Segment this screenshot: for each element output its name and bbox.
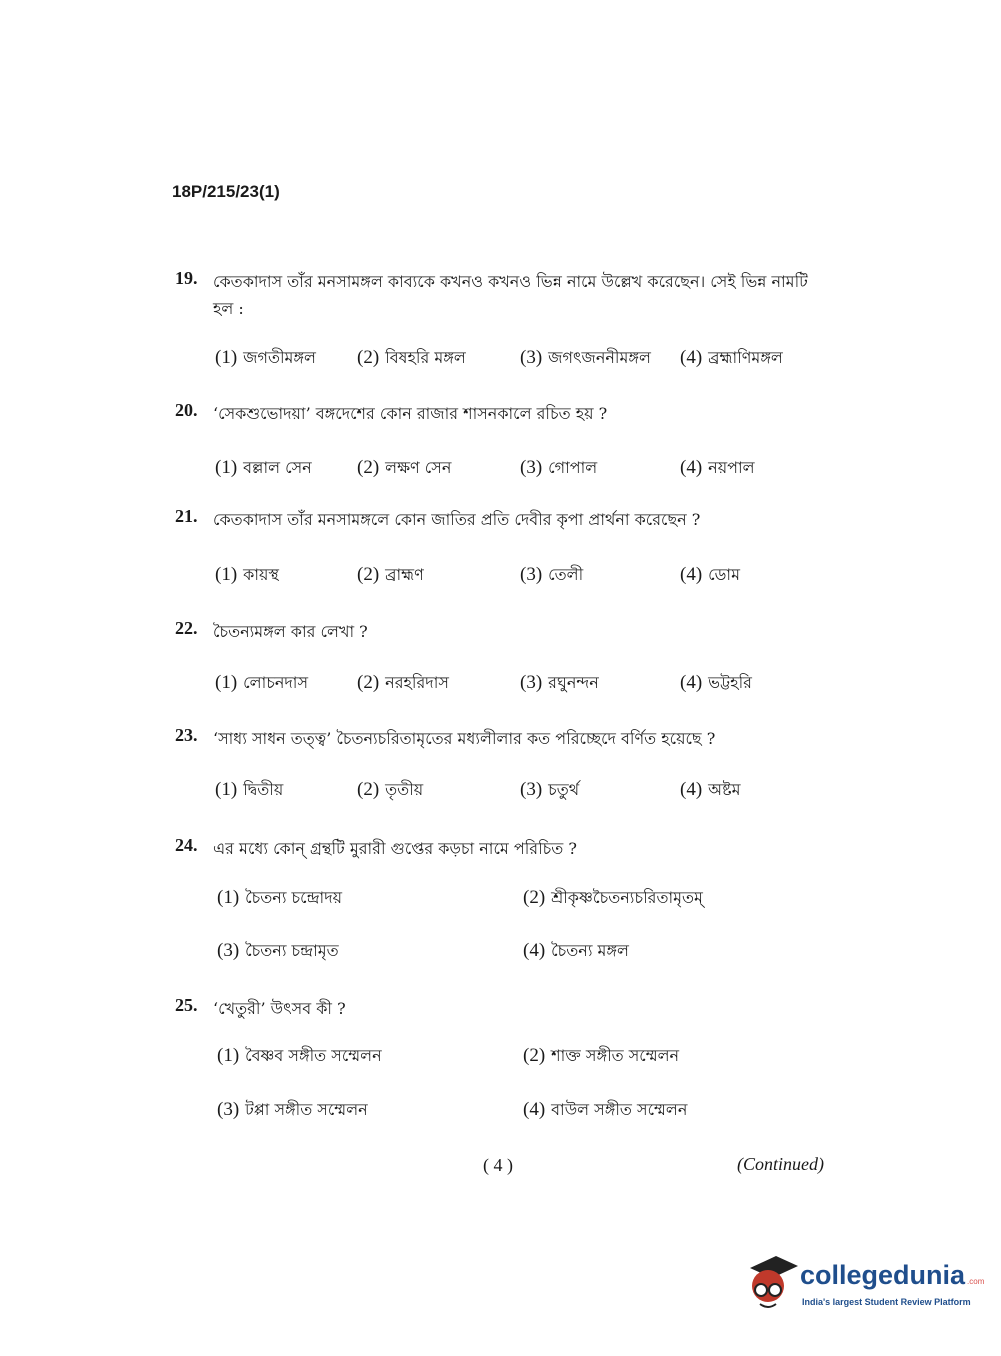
option-number: (3) [217,1099,240,1120]
option-text: কায়স্থ [243,565,280,584]
question-number: 21. [175,506,198,526]
option-number: (3) [520,779,543,800]
option-number: (4) [680,672,703,693]
option [520,562,583,589]
option [217,1043,382,1070]
option-text: চৈতন্য চন্দ্রামৃত [245,941,339,960]
option [523,1097,687,1124]
option-text: ভট্টহরি [708,673,752,692]
option-number: (4) [680,564,703,585]
option-number: (1) [217,887,240,908]
option-text: ডোম [708,565,740,584]
option-number: (3) [520,457,543,478]
option [680,670,752,697]
option-number: (1) [217,1045,240,1066]
option [215,455,312,482]
option [217,885,342,912]
option-text: তেলী [548,565,584,584]
page-number: ( 4 ) [483,1155,513,1175]
option-text: বাউল সঙ্গীত সম্মেলন [551,1100,688,1119]
logo-suffix: .com [967,1277,985,1286]
option-text: টপ্পা সঙ্গীত সম্মেলন [245,1100,368,1119]
option-number: (1) [215,779,238,800]
option-text: শ্রীকৃষ্ণচৈতন্যচরিতামৃতম্ [551,888,703,907]
question-text: ‘খেতুরী’ উৎসব কী ? [213,999,346,1018]
option [680,455,755,482]
option [217,1097,368,1124]
option-number: (2) [357,779,380,800]
question-text: কেতকাদাস তাঁর মনসামঙ্গলে কোন জাতির প্রতি দেবীর কৃপা প্রার্থনা করেছেন ? [213,510,701,529]
option [215,562,279,589]
question-text: চৈতন্যমঙ্গল কার লেখা ? [213,622,368,641]
option-number: (1) [215,347,238,368]
option-text: চতুর্থ [548,780,580,799]
option-text: জগতীমঙ্গল [243,348,316,367]
option-text: অষ্টম [708,780,741,799]
option-number: (2) [523,887,546,908]
option-text: নয়পাল [708,458,755,477]
option-text: বিষহরি মঙ্গল [385,348,466,367]
option-text: লোচনদাস [243,673,309,692]
option-number: (4) [680,347,703,368]
option-number: (2) [357,564,380,585]
option-number: (4) [523,940,546,961]
option [215,777,283,804]
logo-tagline: India's largest Student Review Platform [802,1297,971,1307]
option [215,670,308,697]
question-number: 19. [175,268,198,288]
question-text-continued: হল : [213,299,244,318]
option [523,885,703,912]
question-number: 22. [175,618,198,638]
option-number: (1) [215,672,238,693]
question-number: 23. [175,725,198,745]
option-number: (1) [215,564,238,585]
option [680,345,783,372]
option [520,670,599,697]
option [357,670,449,697]
option-number: (2) [357,672,380,693]
option-number: (4) [523,1099,546,1120]
option [215,345,316,372]
option-number: (2) [523,1045,546,1066]
option [357,777,423,804]
question-text: কেতকাদাস তাঁর মনসামঙ্গল কাব্যকে কখনও কখনও ভিন্ন নামে উল্লেখ করেছেন। সেই ভিন্ন নামটি [213,272,808,291]
option-number: (1) [215,457,238,478]
option [217,938,339,965]
option-text: লক্ষণ সেন [385,458,452,477]
option-text: তৃতীয় [385,780,424,799]
option [520,455,597,482]
option-number: (3) [217,940,240,961]
option-number: (3) [520,564,543,585]
option-text: দ্বিতীয় [243,780,284,799]
option [520,777,579,804]
option-text: নরহরিদাস [385,673,449,692]
question-number: 25. [175,995,198,1015]
option-text: শাক্ত সঙ্গীত সম্মেলন [551,1046,680,1065]
option-text: ব্রাহ্মণ [385,565,424,584]
option-text: চৈতন্য মঙ্গল [551,941,629,960]
option-text: ব্রহ্মাণিমঙ্গল [708,348,783,367]
option [523,938,629,965]
option [680,562,740,589]
option-text: জগৎজননীমঙ্গল [548,348,651,367]
option [523,1043,679,1070]
option-number: (3) [520,347,543,368]
option-number: (2) [357,457,380,478]
option-number: (4) [680,457,703,478]
question-text: ‘সাধ্য সাধন তত্ত্ব’ চৈতন্যচরিতামৃতের মধ্যলীলার কত পরিচ্ছেদে বর্ণিত হয়েছে ? [213,729,716,748]
continued-label: (Continued) [737,1154,824,1174]
question-number: 24. [175,835,198,855]
option [680,777,741,804]
collegedunia-logo [742,1250,992,1320]
option-number: (4) [680,779,703,800]
option-text: চৈতন্য চন্দ্রোদয় [245,888,343,907]
paper-code: 18P/215/23(1) [172,182,280,201]
option-text: বল্লাল সেন [243,458,312,477]
mascot-icon [742,1250,800,1312]
logo-name: collegedunia [800,1260,966,1290]
question-number: 20. [175,400,198,420]
question-text: এর মধ্যে কোন্ গ্রন্থটি মুরারী গুপ্তের কড়চা নামে পরিচিত ? [213,839,577,858]
question-text: ‘সেকশুভোদয়া’ বঙ্গদেশের কোন রাজার শাসনকালে রচিত হয় ? [213,404,608,423]
option-text: বৈষ্ণব সঙ্গীত সম্মেলন [245,1046,382,1065]
option-text: গোপাল [548,458,598,477]
option-text: রঘুনন্দন [548,673,599,692]
option [357,455,451,482]
option-number: (2) [357,347,380,368]
option [520,345,651,372]
logo-wordmark [800,1260,984,1291]
option [357,345,466,372]
option-number: (3) [520,672,543,693]
option [357,562,424,589]
